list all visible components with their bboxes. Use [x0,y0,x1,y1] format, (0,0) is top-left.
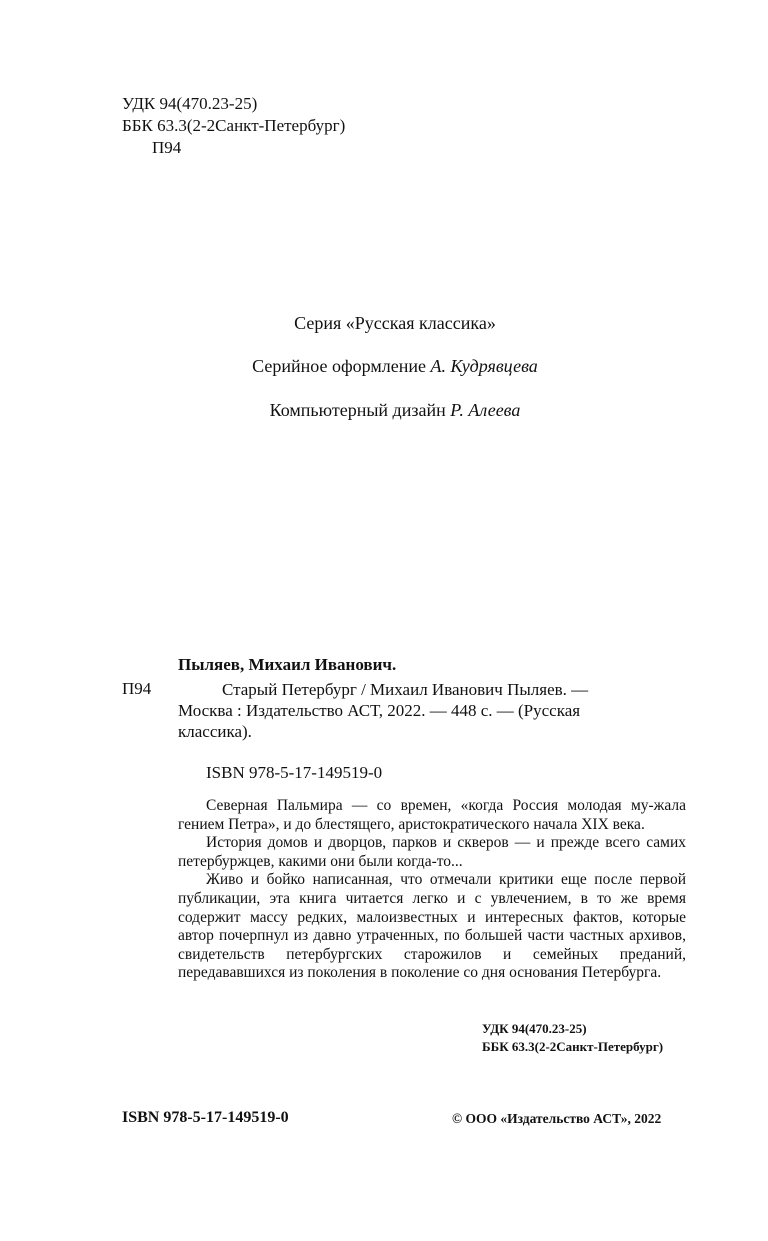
footer-isbn: ISBN 978-5-17-149519-0 [122,1109,289,1126]
annotation-paragraph-2: История домов и дворцов, парков и скверов — и прежде всего самих петербуржцев, какими они были когда-то... [178,834,686,870]
udk-code: УДК 94(470.23-25) [122,94,258,113]
catalog-description [178,679,686,742]
computer-name: Р. Алеева [450,400,521,420]
catalog-author: Пыляев, Михаил Иванович. [178,655,397,674]
annotation-paragraph-3: Живо и бойко написанная, что отмечали критики еще после первой публикации, эта книга читается легко и с увлечением, в то же время содержит массу редких, малоизвестных и интересных фактов, которые автор почерпнул из давно утраченных, по большей части частных архивов, свидетельств петербургских старожилов и семейных преданий, передававшихся из поколения в поколение со дня основания Петербурга. [178,871,686,982]
footer-copyright: © ООО «Издательство АСТ», 2022 [452,1111,662,1126]
computer-design-credit [0,399,768,421]
catalog-isbn: ISBN 978-5-17-149519-0 [206,763,383,782]
design-name: А. Кудрявцева [430,356,538,376]
catalog-author-mark: П94 [122,679,152,698]
author-mark: П94 [152,138,182,157]
series-title: Серия «Русская классика» [294,313,496,333]
computer-label: Компьютерный дизайн [269,400,446,420]
design-label: Серийное оформление [252,356,427,376]
annotation [178,797,686,983]
series-design-credit [0,355,768,377]
catalog-line-1: Старый Петербург / Михаил Иванович Пыляев. — [222,680,589,699]
annotation-paragraph-1: Северная Пальмира — со времен, «когда Россия молодая му-жала гением Петра», и до блестящего, аристократического начала XIX века. [178,797,686,833]
catalog-line-2: Москва : Издательство АСТ, 2022. — 448 с. — (Русская [178,701,581,720]
footer-udk: УДК 94(470.23-25) [482,1021,587,1036]
catalog-line-3: классика). [178,722,252,741]
bbk-code: ББК 63.3(2-2Санкт-Петербург) [122,116,346,135]
footer-bbk: ББК 63.3(2-2Санкт-Петербург) [482,1039,664,1054]
